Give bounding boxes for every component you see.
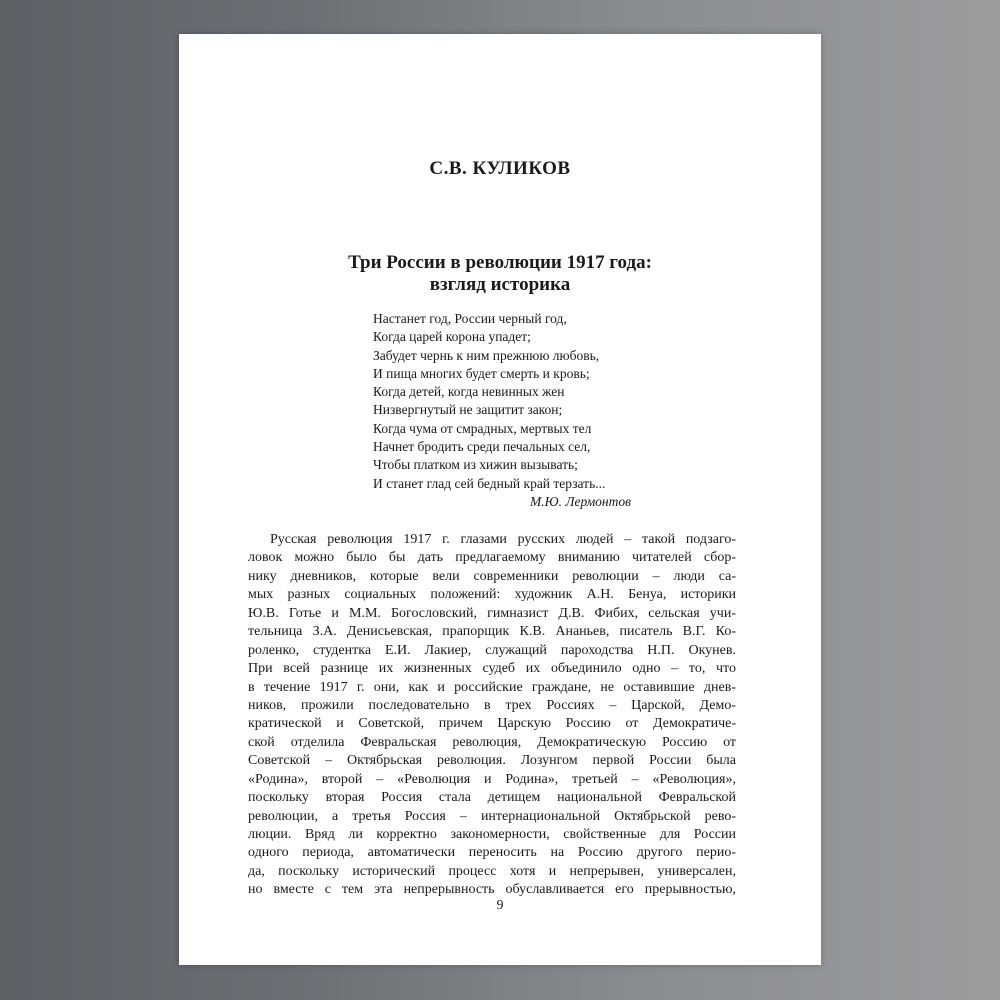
body-line: Ю.В. Готье и М.М. Богословский, гимназист Д.В. Фибих, сельская учи- — [248, 605, 736, 621]
body-line: ников, прожили последовательно в трех Россиях – Царской, Демо- — [248, 697, 736, 713]
body-line: мых разных социальных положений: художник А.Н. Бенуа, историки — [248, 587, 736, 603]
epigraph-poem — [373, 310, 693, 493]
poem-line: Чтобы платком из хижин вызывать; — [373, 457, 578, 473]
epigraph-attribution: М.Ю. Лермонтов — [530, 494, 631, 509]
poem-line: Когда чума от смрадных, мертвых тел — [373, 420, 592, 436]
body-line: революции, а третья Россия – интернациональной Октябрьской рево- — [248, 808, 736, 824]
poem-line: Забудет чернь к ним прежнюю любовь, — [373, 347, 600, 363]
body-line: да, поскольку исторический процесс хотя и непрерывен, универсален, — [248, 863, 736, 879]
body-line: нику дневников, которые вели современники революции – люди са- — [248, 568, 736, 584]
poem-line: Когда детей, когда невинных жен — [373, 384, 565, 400]
body-line: люции. Вряд ли корректно закономерности, свойственные для России — [248, 827, 736, 842]
poem-line: Настанет год, России черный год, — [373, 311, 567, 326]
body-line: «Родина», второй – «Революция и Родина», третьей – «Революция», — [248, 771, 736, 787]
body-line: кратической и Советской, причем Царскую Россию от Демократиче- — [248, 716, 736, 732]
poem-line: Начнет бродить среди печальных сел, — [373, 439, 591, 455]
chapter-title-line-2: взгляд историка — [429, 274, 571, 295]
chapter-title-line-1: Три России в революции 1917 года: — [348, 252, 652, 273]
poem-line: Когда царей корона упадет; — [373, 329, 531, 345]
body-line: одного периода, автоматически переносить на Россию другого перио- — [248, 845, 736, 861]
body-line: тельница З.А. Денисьевская, прапорщик К.В. Ананьев, писатель В.Г. Ко- — [248, 624, 736, 640]
body-line: При всей разнице их жизненных судеб их объединило одно – то, что — [248, 661, 736, 677]
body-line: ской отделила Февральская революция, Демократическую Россию от — [248, 734, 736, 750]
body-line: но вместе с тем эта непрерывность обуславливается его прерывностью, — [248, 882, 736, 898]
chapter-title — [179, 252, 821, 296]
body-line: Советской – Октябрьская революция. Лозунгом первой России была — [248, 753, 736, 769]
body-line: Русская революция 1917 г. глазами русских людей – такой подзаго- — [270, 532, 736, 547]
body-line: в течение 1917 г. они, как и российские граждане, не оставившие днев- — [248, 679, 736, 695]
body-line: поскольку вторая Россия стала детищем национальной Февральской — [248, 790, 736, 806]
poem-line: Низвергнутый не защитит закон; — [373, 402, 563, 418]
poem-line: И станет глад сей бедный край терзать... — [373, 475, 606, 491]
body-paragraph — [248, 531, 736, 900]
author-name: С.В. КУЛИКОВ — [429, 158, 571, 179]
body-line: роленко, студентка Е.И. Лакиер, служащий пароходства Н.П. Окунев. — [248, 642, 736, 658]
page-number: 9 — [496, 898, 504, 913]
body-line: ловок можно было бы дать предлагаемому вниманию читателей сбор- — [248, 550, 736, 566]
book-page — [179, 34, 821, 965]
poem-line: И пища многих будет смерть и кровь; — [373, 365, 590, 381]
